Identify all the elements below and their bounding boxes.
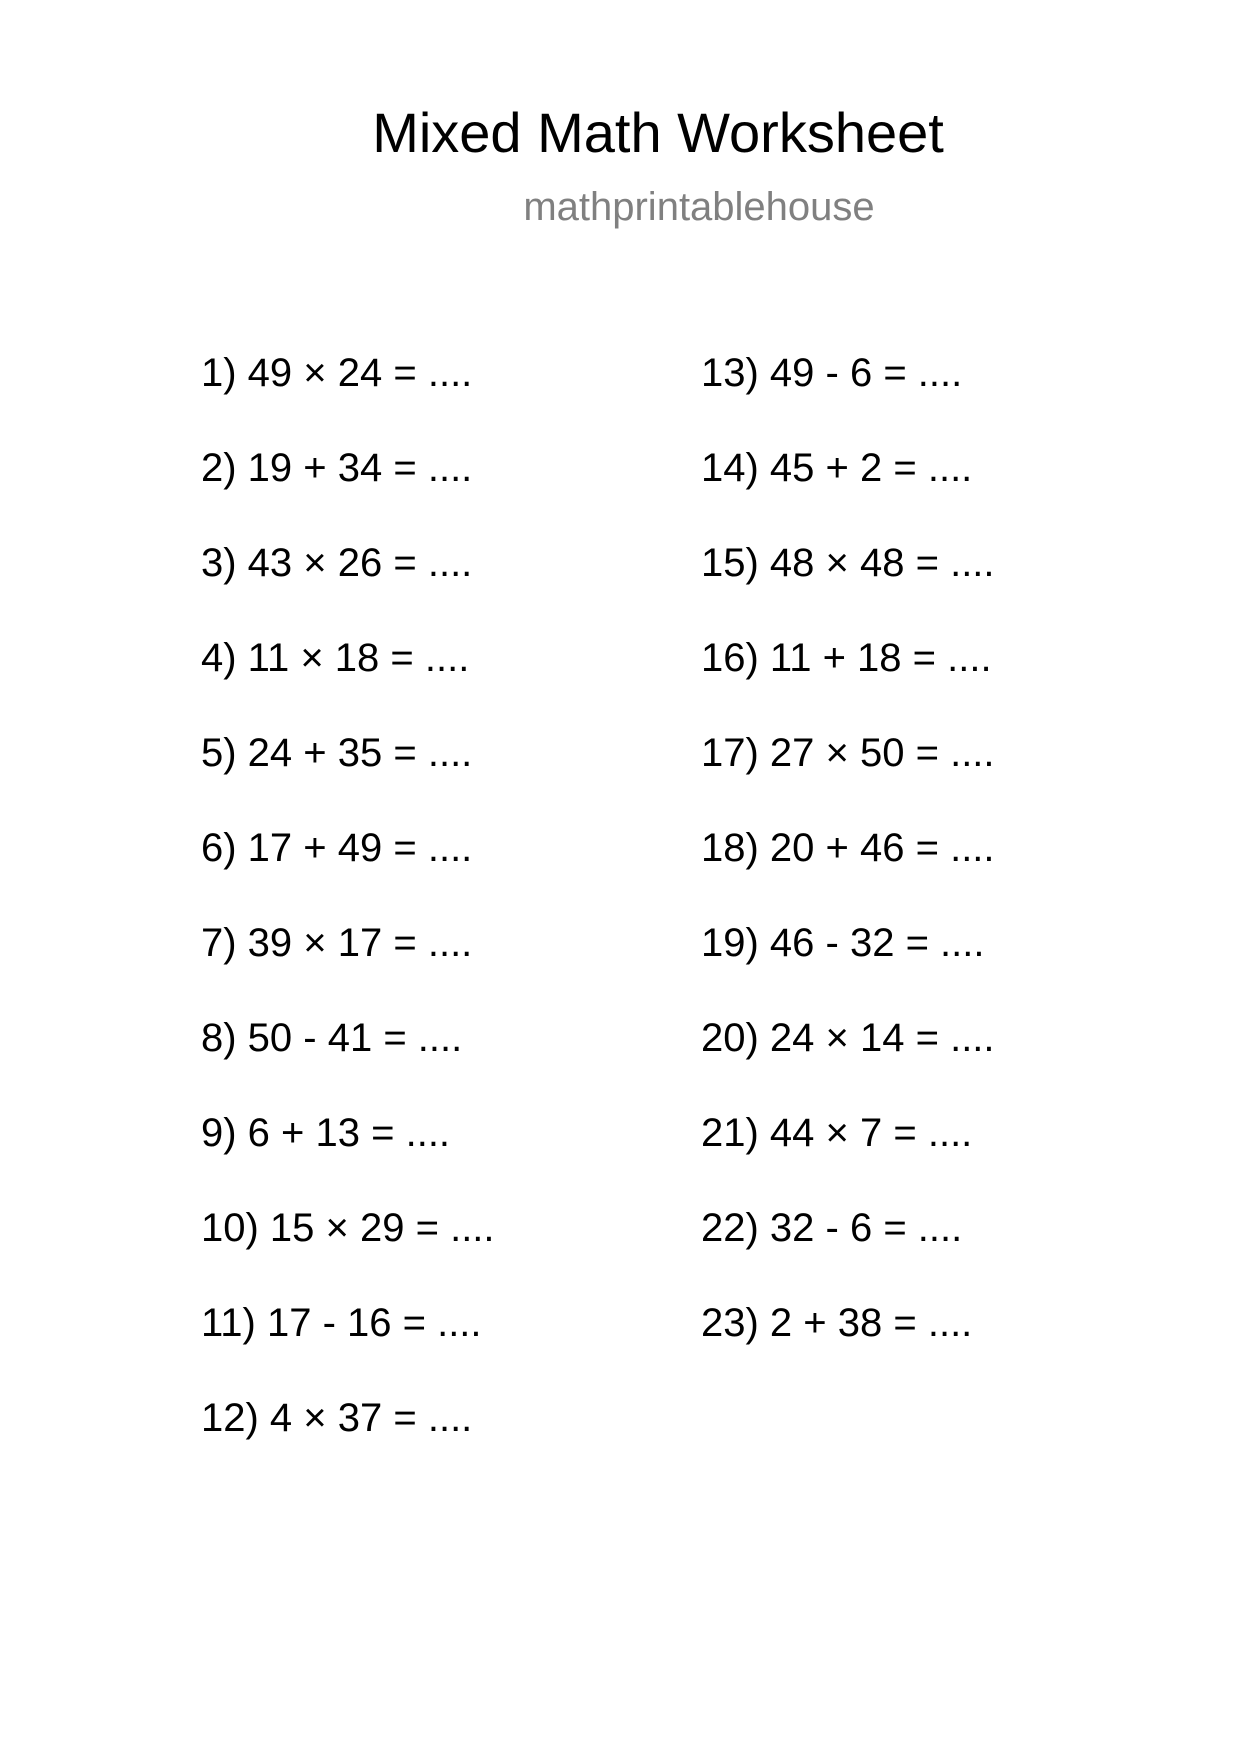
problem-12: 12) 4 × 37 = .... bbox=[201, 1396, 473, 1440]
problem-23: 23) 2 + 38 = .... bbox=[701, 1301, 973, 1345]
problem-2: 2) 19 + 34 = .... bbox=[201, 446, 473, 490]
problem-1: 1) 49 × 24 = .... bbox=[201, 351, 473, 395]
problem-4: 4) 11 × 18 = .... bbox=[201, 636, 470, 680]
problem-7: 7) 39 × 17 = .... bbox=[201, 921, 473, 965]
problem-14: 14) 45 + 2 = .... bbox=[701, 446, 973, 490]
problem-3: 3) 43 × 26 = .... bbox=[201, 541, 473, 585]
worksheet-subtitle: mathprintablehouse bbox=[523, 185, 875, 229]
problem-6: 6) 17 + 49 = .... bbox=[201, 826, 473, 870]
problem-20: 20) 24 × 14 = .... bbox=[701, 1016, 995, 1060]
problem-9: 9) 6 + 13 = .... bbox=[201, 1111, 451, 1155]
problem-11: 11) 17 - 16 = .... bbox=[201, 1301, 482, 1345]
problem-18: 18) 20 + 46 = .... bbox=[701, 826, 995, 870]
problem-19: 19) 46 - 32 = .... bbox=[701, 921, 985, 965]
problem-21: 21) 44 × 7 = .... bbox=[701, 1111, 973, 1155]
problem-13: 13) 49 - 6 = .... bbox=[701, 351, 963, 395]
problem-10: 10) 15 × 29 = .... bbox=[201, 1206, 495, 1250]
problem-15: 15) 48 × 48 = .... bbox=[701, 541, 995, 585]
problem-column-left bbox=[201, 348, 495, 1488]
problem-16: 16) 11 + 18 = .... bbox=[701, 636, 992, 680]
problem-17: 17) 27 × 50 = .... bbox=[701, 731, 995, 775]
worksheet-title: Mixed Math Worksheet bbox=[372, 101, 944, 164]
problem-5: 5) 24 + 35 = .... bbox=[201, 731, 473, 775]
problem-column-right bbox=[701, 348, 995, 1393]
problem-22: 22) 32 - 6 = .... bbox=[701, 1206, 963, 1250]
problem-8: 8) 50 - 41 = .... bbox=[201, 1016, 463, 1060]
